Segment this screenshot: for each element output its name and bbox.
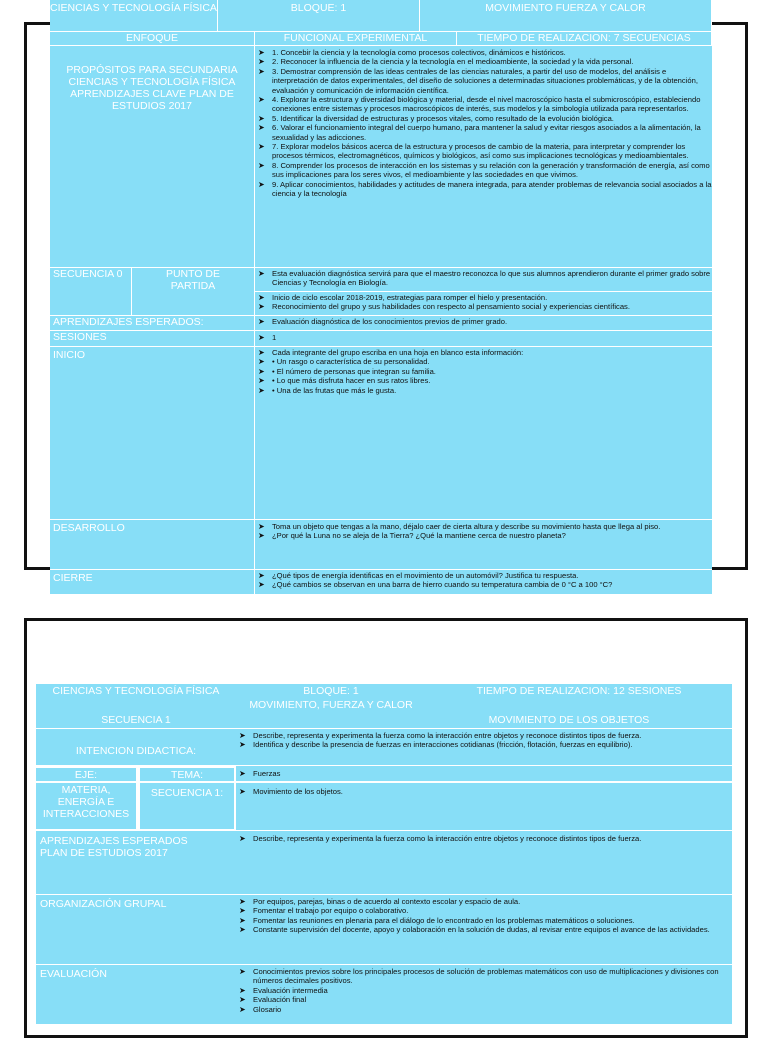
- arrow-bullet-icon: ➤: [258, 317, 265, 326]
- list-item: [236, 986, 732, 995]
- list-item: [255, 357, 712, 366]
- list-item-text: Conocimientos previos sobre los principales procesos de solución de problemas matemáticos con uso de multiplicaciones y divisiones con números decimales positivos.: [253, 967, 719, 986]
- organizacion-label: ORGANIZACIÓN GRUPAL: [36, 895, 236, 965]
- list-item: [255, 348, 712, 357]
- propositos-label: PROPÓSITOS PARA SECUNDARIA CIENCIAS Y TECNOLOGÍA FÍSICA APRENDIZAJES CLAVE PLAN DE ESTUDIOS 2017: [50, 46, 255, 268]
- list-item-text: Fomentar las reuniones en plenaria para el diálogo de lo encontrado en los problemas matemáticos o soluciones.: [253, 915, 635, 925]
- arrow-bullet-icon: ➤: [239, 769, 246, 778]
- enfoque-label: ENFOQUE: [50, 32, 255, 46]
- list-item-text: Glosario: [253, 1004, 282, 1014]
- arrow-bullet-icon: ➤: [239, 915, 246, 925]
- list-item-text: • El número de personas que integran su familia.: [272, 366, 436, 376]
- arrow-bullet-icon: ➤: [258, 123, 265, 133]
- list-item: [236, 916, 732, 925]
- arrow-bullet-icon: ➤: [239, 1004, 246, 1014]
- list-item: [236, 897, 732, 906]
- tiempo-label-2: TIEMPO DE REALIZACION: 12 SESIONES: [476, 685, 682, 697]
- intencion-list: [236, 729, 732, 766]
- list-item: [255, 161, 712, 180]
- list-item: [255, 376, 712, 385]
- arrow-bullet-icon: ➤: [258, 269, 265, 278]
- arrow-bullet-icon: ➤: [239, 906, 246, 916]
- list-item-text: 9. Aplicar conocimientos, habilidades y actitudes de manera integrada, para atender problemas de relevancia social asociados a la ciencia y la tecnología: [272, 179, 712, 199]
- list-item: [255, 386, 712, 395]
- list-item: [236, 967, 732, 986]
- secuencia-label: SECUENCIA 0: [50, 268, 132, 316]
- list-item-text: Esta evaluación diagnóstica servirá para que el maestro reconozca lo que sus alumnos aprendieron durante el primer grado sobre Ciencias y Tecnología en Biología.: [272, 269, 711, 288]
- list-item-text: Evaluación final: [253, 995, 307, 1005]
- list-item-text: • Una de las frutas que más le gusta.: [272, 385, 397, 395]
- arrow-bullet-icon: ➤: [258, 142, 265, 152]
- arrow-bullet-icon: ➤: [258, 48, 265, 57]
- cierre-label: CIERRE: [50, 570, 255, 594]
- arrow-bullet-icon: ➤: [258, 95, 265, 105]
- tema-list: [236, 766, 732, 783]
- subject-label: CIENCIAS Y TECNOLOGÍA FÍSICA: [50, 0, 218, 32]
- list-item-text: Identifica y describe la presencia de fuerzas en interacciones cotidianas (fricción, flotación, fuerzas en equilibrio).: [253, 740, 633, 750]
- organizacion-list: [236, 895, 732, 965]
- topic-label: MOVIMIENTO FUERZA Y CALOR: [420, 0, 712, 32]
- arrow-bullet-icon: ➤: [258, 57, 265, 67]
- arrow-bullet-icon: ➤: [258, 113, 265, 123]
- list-item: [255, 57, 712, 66]
- list-item-text: Inicio de ciclo escolar 2018-2019, estrategias para romper el hielo y presentación.: [272, 293, 548, 302]
- subject-label-2: CIENCIAS Y TECNOLOGÍA FÍSICA: [52, 685, 220, 697]
- list-item-text: Describe, representa y experimenta la fuerza como la interacción entre objetos y reconoce distintos tipos de fuerza.: [253, 731, 642, 740]
- arrow-bullet-icon: ➤: [239, 740, 246, 750]
- secuencia-label-3: SECUENCIA 1:: [138, 783, 236, 831]
- arrow-bullet-icon: ➤: [258, 66, 265, 76]
- secuencia-description: [255, 268, 712, 292]
- list-item-text: Cada integrante del grupo escriba en una hoja en blanco esta información:: [272, 348, 524, 357]
- list-item-text: Movimiento de los objetos.: [253, 787, 343, 796]
- arrow-bullet-icon: ➤: [258, 522, 265, 531]
- arrow-bullet-icon: ➤: [258, 580, 265, 590]
- arrow-bullet-icon: ➤: [239, 925, 246, 935]
- list-item: [236, 740, 732, 749]
- evaluacion-list: [236, 965, 732, 1024]
- list-item-text: Fomentar el trabajo por equipo o colaborativo.: [253, 906, 409, 916]
- list-item: [255, 180, 712, 199]
- list-item: [255, 531, 712, 540]
- sesiones-label: SESIONES: [50, 331, 255, 347]
- list-item-text: Describe, representa y experimenta la fuerza como la interacción entre objetos y reconoce distintos tipos de fuerza.: [253, 834, 642, 843]
- aprendizajes-label: APRENDIZAJES ESPERADOS:: [50, 316, 255, 331]
- inicio-label: INICIO: [50, 347, 255, 520]
- list-item-text: • Lo que más disfruta hacer en sus ratos libres.: [272, 376, 431, 386]
- list-item-text: Por equipos, parejas, binas o de acuerdo al contexto escolar y espacio de aula.: [253, 897, 521, 906]
- eje-value: MATERIA, ENERGÍA E INTERACCIONES: [36, 783, 138, 831]
- list-item-text: 8. Comprender los procesos de interacción en los sistemas y su relación con la generación y transformación de energía, así como sus implicaciones para los seres vivos, el medioambiente y las sociedades en que vivimos.: [272, 160, 710, 180]
- list-item: [236, 995, 732, 1004]
- arrow-bullet-icon: ➤: [258, 366, 265, 376]
- arrow-bullet-icon: ➤: [258, 385, 265, 395]
- tiempo-label: TIEMPO DE REALIZACION: 7 SECUENCIAS: [457, 32, 712, 46]
- inicio-list: [255, 347, 712, 520]
- arrow-bullet-icon: ➤: [258, 357, 265, 367]
- list-item-text: ¿Qué cambios se observan en una barra de hierro cuando su temperatura cambia de 0 °C a 100 °C?: [272, 580, 613, 590]
- list-item-text: ¿Qué tipos de energía identificas en el movimiento de un automóvil? Justifica tu respuesta.: [272, 571, 579, 580]
- list-item: [255, 580, 712, 589]
- intencion-label: INTENCION DIDACTICA:: [36, 729, 236, 766]
- list-item: [255, 142, 712, 161]
- list-item-text: 7. Explorar modelos básicos acerca de la estructura y procesos de cambio de la materia, para interpretar y comprender los procesos térmicos, electromagnéticos, químicos y biológicos, así como sus implicaciones tecnológicas y medioambientales.: [272, 142, 689, 161]
- arrow-bullet-icon: ➤: [258, 531, 265, 541]
- arrow-bullet-icon: ➤: [239, 985, 246, 995]
- secuencia-label-2: SECUENCIA 1: [36, 714, 236, 729]
- arrow-bullet-icon: ➤: [258, 160, 265, 170]
- arrow-bullet-icon: ➤: [258, 302, 265, 312]
- list-item-text: 4. Explorar la estructura y diversidad biológica y material, desde el nivel macroscópico hasta el submicroscópico, estableciendo conexiones entre sistemas y procesos macroscópicos de interés, sus modelos y la simbología utilizada para representarlos.: [272, 95, 701, 114]
- arrow-bullet-icon: ➤: [239, 731, 246, 740]
- list-item: [255, 293, 712, 302]
- list-item: [255, 333, 712, 342]
- list-item: [255, 48, 712, 57]
- list-item-text: Reconocimiento del grupo y sus habilidades con respecto al pensamiento social y experiencias científicas.: [272, 302, 630, 312]
- list-item: [236, 731, 732, 740]
- arrow-bullet-icon: ➤: [258, 348, 265, 357]
- list-item: [255, 522, 712, 531]
- list-item-text: 6. Valorar el funcionamiento integral del cuerpo humano, para mantener la salud y evitar riesgos asociados a la alimentación, la sexualidad y las adicciones.: [272, 123, 701, 142]
- list-item: [255, 302, 712, 311]
- bloque-label-2: BLOQUE: 1: [303, 685, 359, 697]
- list-item: [255, 114, 712, 123]
- aprendizajes-label-2: APRENDIZAJES ESPERADOS PLAN DE ESTUDIOS 2017: [36, 831, 236, 895]
- list-item-text: 1. Concebir la ciencia y la tecnología como procesos colectivos, dinámicos e históricos.: [272, 48, 566, 57]
- list-item-text: Constante supervisión del docente, apoyo y colaboración en la solución de dudas, al revisar entre equipos el avance de las actividades.: [253, 925, 710, 935]
- cierre-list: [255, 570, 712, 594]
- secuencia-title-2: MOVIMIENTO DE LOS OBJETOS: [236, 714, 732, 729]
- list-item: [255, 367, 712, 376]
- list-item-text: 3. Demostrar comprensión de las ideas centrales de las ciencias naturales, a partir del uso de modelos, del análisis e interpretación de datos experimentales, del diseño de soluciones a determinadas situaciones problemáticas, y de la obtención, evaluación y comunicación de información científica.: [272, 66, 698, 95]
- arrow-bullet-icon: ➤: [239, 834, 246, 843]
- arrow-bullet-icon: ➤: [239, 967, 246, 976]
- list-item-text: Toma un objeto que tengas a la mano, déjalo caer de cierta altura y describe su movimiento hasta que llega al piso.: [272, 522, 661, 531]
- arrow-bullet-icon: ➤: [258, 179, 265, 189]
- list-item-text: 2. Reconocer la influencia de la ciencia y la tecnología en el medioambiente, la sociedad y la vida personal.: [272, 57, 634, 67]
- list-item: [236, 1005, 732, 1014]
- tema-label: TEMA:: [138, 766, 236, 783]
- desarrollo-label: DESARROLLO: [50, 520, 255, 570]
- enfoque-value: FUNCIONAL EXPERIMENTAL: [255, 32, 457, 46]
- aprendizajes-list: [255, 316, 712, 331]
- list-item: [255, 269, 712, 288]
- arrow-bullet-icon: ➤: [239, 995, 246, 1005]
- arrow-bullet-icon: ➤: [258, 333, 265, 342]
- desarrollo-list: [255, 520, 712, 570]
- list-item-text: • Un rasgo o característica de su personalidad.: [272, 357, 430, 367]
- list-item: [236, 925, 732, 934]
- punto-partida-label: PUNTO DE PARTIDA: [132, 268, 255, 316]
- list-item: [255, 123, 712, 142]
- propositos-list: [255, 46, 712, 268]
- arrow-bullet-icon: ➤: [258, 293, 265, 302]
- list-item-text: Evaluación intermedia: [253, 985, 328, 995]
- arrow-bullet-icon: ➤: [239, 897, 246, 906]
- secuencia-activities: [255, 292, 712, 316]
- planning-table-2: [36, 684, 732, 1024]
- list-item: [236, 906, 732, 915]
- secuencia-list: [236, 783, 732, 831]
- list-item-text: 5. Identificar la diversidad de estructuras y procesos vitales, como resultado de la evolución biológica.: [272, 113, 614, 123]
- arrow-bullet-icon: ➤: [258, 571, 265, 580]
- list-item: [236, 769, 732, 778]
- list-item: [236, 834, 732, 843]
- list-item-text: Evaluación diagnóstica de los conocimientos previos de primer grado.: [272, 317, 508, 326]
- list-item: [236, 787, 732, 796]
- list-item-text: ¿Por qué la Luna no se aleja de la Tierra? ¿Qué la mantiene cerca de nuestro planeta?: [272, 531, 566, 541]
- topic-label-2: MOVIMIENTO, FUERZA Y CALOR: [249, 699, 413, 711]
- arrow-bullet-icon: ➤: [239, 787, 246, 796]
- list-item: [255, 571, 712, 580]
- aprendizajes-list-2: [236, 831, 732, 895]
- evaluacion-label: EVALUACIÓN: [40, 968, 107, 980]
- list-item: [255, 67, 712, 95]
- list-item: [255, 317, 712, 326]
- sesiones-list: [255, 331, 712, 347]
- arrow-bullet-icon: ➤: [258, 376, 265, 386]
- planning-table-1: [50, 0, 712, 594]
- eje-label: EJE:: [36, 766, 138, 783]
- list-item-text: 1: [272, 333, 277, 342]
- bloque-label: BLOQUE: 1: [218, 0, 420, 32]
- list-item: [255, 95, 712, 114]
- list-item-text: Fuerzas: [253, 769, 281, 778]
